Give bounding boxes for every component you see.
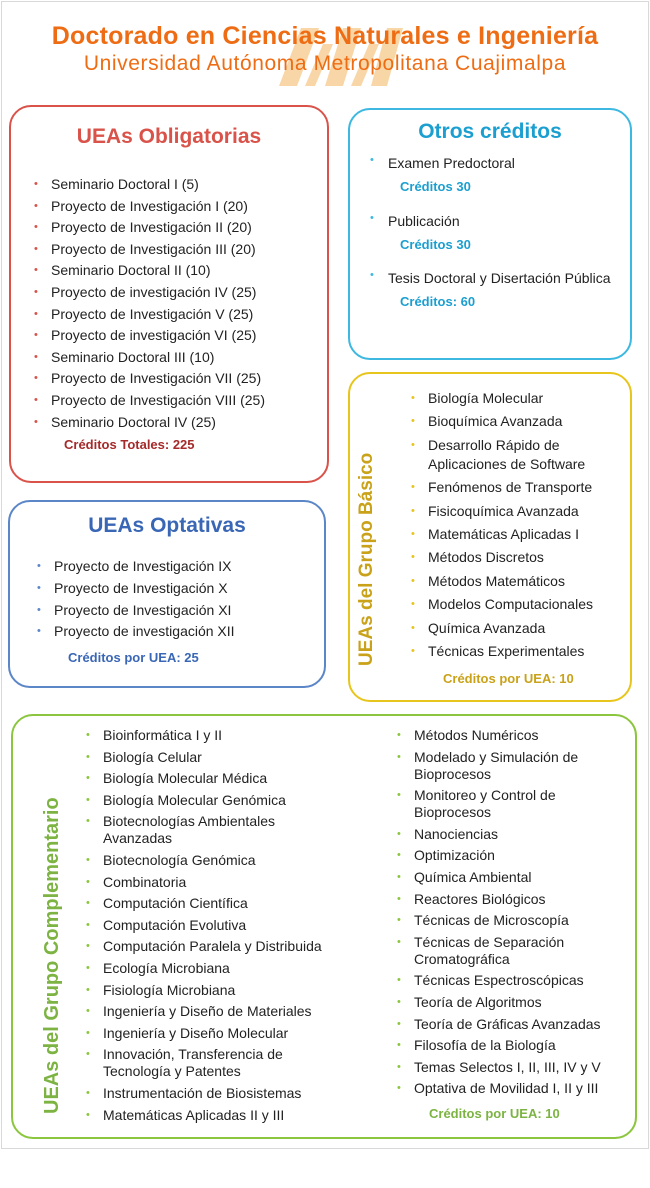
- list-item-label: Proyecto de Investigación I (20): [51, 197, 248, 214]
- list-item-label: Filosofía de la Biología: [414, 1037, 556, 1054]
- list-item: [83, 727, 333, 744]
- bullet-icon: •: [34, 242, 38, 255]
- list-item-label: Modelado y Simulación de Bioprocesos: [414, 748, 579, 782]
- list-item-label: Temas Selectos I, II, III, IV y V: [414, 1058, 601, 1075]
- bullet-icon: •: [34, 329, 38, 342]
- list-item-label: Ingeniería y Diseño de Materiales: [103, 1003, 312, 1020]
- list-item: [31, 239, 321, 261]
- bullet-icon: •: [370, 212, 374, 224]
- list-item: [83, 960, 333, 977]
- list-item-label: Proyecto de Investigación II (20): [51, 219, 252, 236]
- list-item: [83, 770, 333, 787]
- bullet-icon: •: [397, 729, 401, 741]
- page-subtitle: Universidad Autónoma Metropolitana Cuajimalpa: [83, 52, 567, 75]
- list-item-label: Matemáticas Aplicadas II y III: [103, 1106, 285, 1123]
- list-item-label: Computación Científica: [103, 895, 248, 912]
- list-item: [31, 174, 321, 196]
- list-item-label: Proyecto de Investigación IX: [54, 558, 232, 574]
- bullet-icon: •: [397, 935, 401, 948]
- list-item: [83, 792, 333, 809]
- list-item: [31, 196, 321, 218]
- bullet-icon: •: [397, 750, 401, 763]
- list-item: [31, 260, 321, 282]
- list-item: [31, 347, 321, 369]
- basico-list: [408, 389, 630, 665]
- bullet-icon: •: [34, 415, 38, 428]
- list-item: [83, 1046, 333, 1080]
- list-item: [394, 972, 634, 989]
- bullet-icon: •: [397, 892, 401, 905]
- list-item: [408, 478, 630, 497]
- list-item: [83, 938, 333, 955]
- header: [0, 22, 650, 92]
- list-item: [394, 787, 634, 821]
- list-item-label: Matemáticas Aplicadas I: [428, 525, 579, 542]
- bullet-icon: •: [37, 625, 41, 638]
- list-item: [83, 982, 333, 999]
- bullet-icon: •: [86, 983, 90, 996]
- bullet-icon: •: [397, 1082, 401, 1095]
- list-item-label: Modelos Computacionales: [428, 596, 593, 613]
- bullet-icon: •: [34, 221, 38, 234]
- list-item-label: Técnicas Espectroscópicas: [414, 972, 584, 989]
- list-item-label: Biología Molecular Médica: [103, 770, 268, 787]
- otros-item-label: Tesis Doctoral y Disertación Pública: [388, 270, 611, 286]
- list-item-label: Combinatoria: [103, 873, 187, 890]
- list-item-label: Computación Paralela y Distribuida: [103, 938, 322, 955]
- bullet-icon: •: [86, 853, 90, 866]
- list-item-label: Proyecto de Investigación VII (25): [51, 370, 262, 387]
- list-item: [408, 619, 630, 638]
- list-item-label: Biología Molecular Genómica: [103, 791, 286, 808]
- otros-item-label: Examen Predoctoral: [388, 155, 515, 171]
- bullet-icon: •: [34, 393, 38, 406]
- bullet-icon: •: [86, 875, 90, 888]
- bullet-icon: •: [86, 1086, 90, 1099]
- list-item: [394, 891, 634, 908]
- list-item: [408, 525, 630, 544]
- bullet-icon: •: [86, 940, 90, 953]
- list-item: [83, 874, 333, 891]
- otros-box: [348, 108, 632, 360]
- bullet-icon: •: [411, 598, 415, 611]
- list-item: [394, 749, 634, 783]
- list-item: [34, 621, 314, 643]
- list-item-label: Seminario Doctoral II (10): [51, 262, 211, 279]
- list-item: [83, 895, 333, 912]
- bullet-icon: •: [37, 603, 41, 616]
- list-item-label: Innovación, Transferencia de Tecnología y Patentes: [103, 1046, 283, 1080]
- otros-item-credits: Créditos 30: [400, 237, 471, 252]
- list-item-label: Teoría de Algoritmos: [414, 993, 542, 1010]
- list-item-label: Bioquímica Avanzada: [428, 413, 563, 430]
- list-item: [394, 727, 634, 744]
- list-item: [34, 578, 314, 600]
- list-item: [394, 847, 634, 864]
- list-item-label: Fisicoquímica Avanzada: [428, 502, 579, 519]
- list-item: [31, 282, 321, 304]
- list-item-label: Teoría de Gráficas Avanzadas: [414, 1015, 601, 1032]
- bullet-icon: •: [86, 772, 90, 785]
- bullet-icon: •: [397, 1060, 401, 1073]
- list-item: [83, 917, 333, 934]
- list-item-label: Fisiología Microbiana: [103, 981, 236, 998]
- list-item-label: Ingeniería y Diseño Molecular: [103, 1024, 289, 1041]
- bullet-icon: •: [411, 392, 415, 404]
- bullet-icon: •: [37, 560, 41, 572]
- bullet-icon: •: [411, 644, 415, 657]
- otros-heading: Otros créditos: [418, 120, 562, 143]
- list-item: [83, 1085, 333, 1102]
- list-item-label: Seminario Doctoral IV (25): [51, 413, 216, 430]
- bullet-icon: •: [86, 1005, 90, 1018]
- list-item-label: Reactores Biológicos: [414, 890, 546, 907]
- bullet-icon: •: [86, 1108, 90, 1121]
- bullet-icon: •: [86, 729, 90, 741]
- obligatorias-credits: Créditos Totales: 225: [64, 437, 195, 452]
- list-item-label: Proyecto de Investigación XI: [54, 601, 232, 618]
- list-item: [394, 869, 634, 886]
- bullet-icon: •: [86, 918, 90, 931]
- list-item: [34, 556, 314, 578]
- list-item-label: Métodos Discretos: [428, 549, 544, 566]
- bullet-icon: •: [397, 974, 401, 987]
- list-item-label: Biología Celular: [103, 748, 202, 765]
- list-item-label: Biotecnología Genómica: [103, 851, 256, 868]
- list-item: [408, 642, 630, 661]
- bullet-icon: •: [34, 372, 38, 385]
- list-item: [408, 502, 630, 521]
- bullet-icon: •: [397, 1017, 401, 1030]
- bullet-icon: •: [397, 849, 401, 862]
- list-item: [394, 1016, 634, 1033]
- list-item-label: Proyecto de Investigación X: [54, 579, 228, 596]
- page-title: Doctorado en Ciencias Naturales e Ingeniería: [51, 22, 599, 50]
- obligatorias-box: [9, 105, 329, 483]
- list-item: [83, 813, 333, 847]
- list-item: [394, 1059, 634, 1076]
- list-item: [394, 1037, 634, 1054]
- list-item-label: Biología Molecular: [428, 390, 544, 406]
- list-item-label: Monitoreo y Control de Bioprocesos: [414, 787, 556, 821]
- bullet-icon: •: [370, 269, 374, 281]
- bullet-icon: •: [34, 178, 38, 190]
- list-item: [83, 1025, 333, 1042]
- bullet-icon: •: [397, 1039, 401, 1052]
- list-item-label: Instrumentación de Biosistemas: [103, 1084, 302, 1101]
- list-item: [83, 749, 333, 766]
- bullet-icon: •: [411, 481, 415, 494]
- list-item: [394, 1080, 634, 1097]
- list-item: [394, 912, 634, 929]
- list-item-label: Técnicas de Microscopía: [414, 912, 569, 929]
- bullet-icon: •: [411, 621, 415, 634]
- list-item: [31, 368, 321, 390]
- list-item: [83, 852, 333, 869]
- list-item: [408, 389, 630, 408]
- list-item: [408, 572, 630, 591]
- list-item: [408, 436, 630, 474]
- otros-item: [370, 154, 620, 194]
- list-item-label: Proyecto de Investigación VIII (25): [51, 391, 265, 408]
- bullet-icon: •: [86, 897, 90, 910]
- optativas-box: [8, 500, 326, 688]
- bullet-icon: •: [86, 1026, 90, 1039]
- bullet-icon: •: [37, 581, 41, 594]
- complementario-left-list: [83, 727, 333, 1128]
- list-item-label: Química Avanzada: [428, 619, 546, 636]
- list-item: [394, 826, 634, 843]
- list-item-label: Técnicas de Separación Cromatográfica: [414, 933, 565, 967]
- complementario-box: [11, 714, 637, 1139]
- list-item-label: Optimización: [414, 847, 495, 864]
- bullet-icon: •: [397, 827, 401, 840]
- list-item: [31, 217, 321, 239]
- otros-item-credits: Créditos: 60: [400, 294, 476, 309]
- list-item-label: Técnicas Experimentales: [428, 642, 585, 659]
- list-item: [31, 390, 321, 412]
- bullet-icon: •: [34, 285, 38, 298]
- bullet-icon: •: [86, 815, 90, 828]
- bullet-icon: •: [411, 438, 415, 451]
- bullet-icon: •: [411, 415, 415, 428]
- list-item-label: Biotecnologías Ambientales Avanzadas: [103, 813, 275, 847]
- bullet-icon: •: [86, 961, 90, 974]
- list-item: [408, 548, 630, 567]
- list-item-label: Proyecto de Investigación III (20): [51, 240, 256, 257]
- optativas-heading: UEAs Optativas: [88, 514, 246, 537]
- list-item-label: Proyecto de investigación XII: [54, 623, 235, 640]
- list-item-label: Optativa de Movilidad I, II y III: [414, 1080, 599, 1097]
- list-item-label: Computación Evolutiva: [103, 916, 247, 933]
- list-item: [83, 1107, 333, 1124]
- list-item: [408, 595, 630, 614]
- list-item-label: Métodos Numéricos: [414, 727, 539, 743]
- bullet-icon: •: [34, 350, 38, 363]
- otros-item: [370, 212, 620, 252]
- bullet-icon: •: [34, 264, 38, 277]
- otros-item-credits: Créditos 30: [400, 179, 471, 194]
- list-item: [31, 325, 321, 347]
- list-item-label: Seminario Doctoral III (10): [51, 348, 215, 365]
- list-item-label: Proyecto de investigación IV (25): [51, 283, 257, 300]
- list-item: [31, 412, 321, 434]
- list-item-label: Fenómenos de Transporte: [428, 479, 593, 496]
- bullet-icon: •: [411, 574, 415, 587]
- list-item-label: Proyecto de Investigación V (25): [51, 305, 254, 322]
- otros-item: [370, 269, 620, 309]
- bullet-icon: •: [397, 914, 401, 927]
- list-item: [83, 1003, 333, 1020]
- list-item-label: Química Ambiental: [414, 868, 532, 885]
- bullet-icon: •: [34, 199, 38, 212]
- bullet-icon: •: [86, 1048, 90, 1061]
- complementario-heading: UEAs del Grupo Complementario: [41, 797, 63, 1114]
- list-item-label: Bioinformática I y II: [103, 727, 223, 743]
- list-item: [408, 412, 630, 431]
- bullet-icon: •: [370, 154, 374, 166]
- basico-heading: UEAs del Grupo Básico: [356, 452, 377, 666]
- otros-item-label: Publicación: [388, 213, 460, 229]
- list-item-label: Nanociencias: [414, 825, 499, 842]
- list-item-label: Desarrollo Rápido de Aplicaciones de Software: [428, 436, 586, 472]
- list-item-label: Seminario Doctoral I (5): [51, 176, 199, 192]
- optativas-credits: Créditos por UEA: 25: [68, 650, 199, 665]
- bullet-icon: •: [397, 789, 401, 802]
- bullet-icon: •: [411, 527, 415, 540]
- bullet-icon: •: [86, 750, 90, 763]
- bullet-icon: •: [411, 504, 415, 517]
- optativas-list: [34, 556, 314, 643]
- bullet-icon: •: [86, 793, 90, 806]
- obligatorias-heading: UEAs Obligatorias: [76, 125, 262, 148]
- basico-box: [348, 372, 632, 702]
- obligatorias-list: [31, 174, 321, 433]
- list-item: [31, 304, 321, 326]
- bullet-icon: •: [34, 307, 38, 320]
- list-item: [394, 994, 634, 1011]
- bullet-icon: •: [397, 870, 401, 883]
- bullet-icon: •: [411, 551, 415, 564]
- bullet-icon: •: [397, 995, 401, 1008]
- list-item: [394, 934, 634, 968]
- complementario-right-list: [394, 727, 634, 1102]
- list-item-label: Ecología Microbiana: [103, 959, 230, 976]
- list-item-label: Proyecto de investigación VI (25): [51, 327, 257, 344]
- basico-credits: Créditos por UEA: 10: [443, 671, 574, 686]
- list-item: [34, 600, 314, 622]
- complementario-credits: Créditos por UEA: 10: [429, 1106, 560, 1121]
- list-item-label: Métodos Matemáticos: [428, 572, 565, 589]
